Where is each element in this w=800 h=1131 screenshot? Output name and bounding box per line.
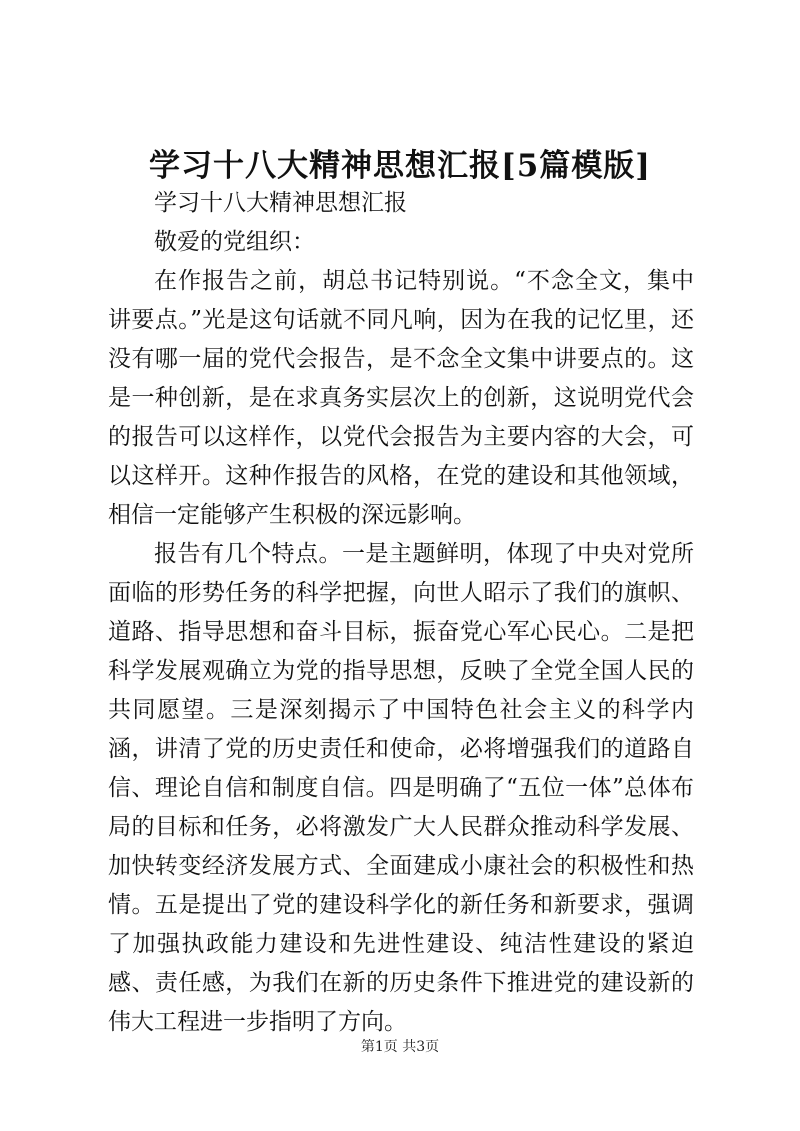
document-title: 学习十八大精神思想汇报[5篇模版] <box>149 148 651 184</box>
paragraph-2: 报告有几个特点。一是主题鲜明，体现了中央对党所面临的形势任务的科学把握，向世人昭示了我们的旗帜、道路、指导思想和奋斗目标，振奋党心军心民心。二是把科学发展观确立为党的指导思想，反映了全党全国人民的共同愿望。三是深刻揭示了中国特色社会主义的科学内涵，讲清了党的历史责任和使命，必将增强我们的道路自信、理论自信和制度自信。四是明确了“五位一体”总体布局的目标和任务，必将激发广大人民群众推动科学发展、加快转变经济发展方式、全面建成小康社会的积极性和热情。五是提出了党的建设科学化的新任务和新要求，强调了加强执政能力建设和先进性建设、纯洁性建设的紧迫感、责任感，为我们在新的历史条件下推进党的建设新的伟大工程进一步指明了方向。 <box>108 541 694 1035</box>
paragraph-salutation: 敬爱的党组织： <box>154 229 315 255</box>
page-footer: 第1页 共3页 <box>360 1039 440 1055</box>
paragraph-subtitle: 学习十八大精神思想汇报 <box>154 190 407 216</box>
document-body <box>108 184 694 1042</box>
paragraph-1: 在作报告之前，胡总书记特别说。“不念全文，集中讲要点。”光是这句话就不同凡响，因为在我的记忆里，还没有哪一届的党代会报告，是不念全文集中讲要点的。这是一种创新，是在求真务实层次上的创新，这说明党代会的报告可以这样作，以党代会报告为主要内容的大会，可以这样开。这种作报告的风格，在党的建设和其他领域，相信一定能够产生积极的深远影响。 <box>108 268 694 528</box>
